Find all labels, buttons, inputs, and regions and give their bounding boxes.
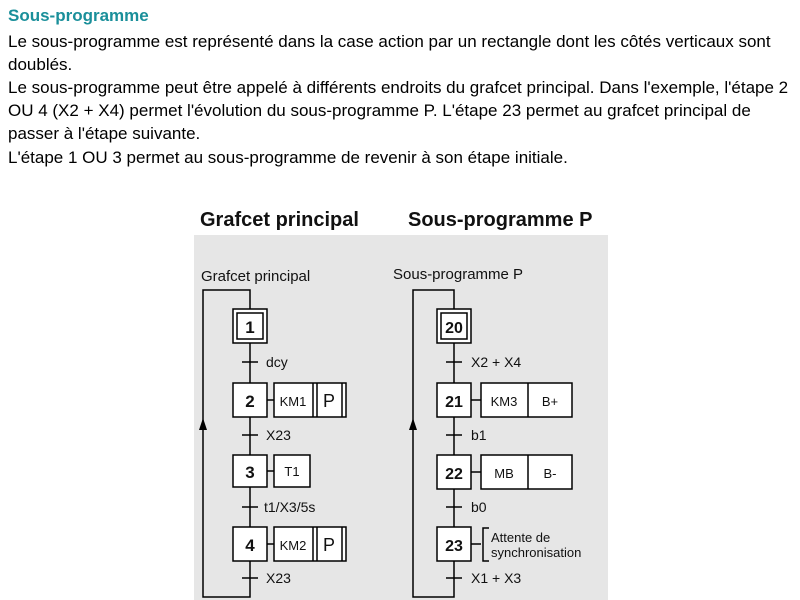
transition-condition: b1 (471, 427, 487, 443)
action-text: T1 (284, 464, 300, 479)
step-number: 4 (245, 536, 255, 555)
step-comment: Attente de (491, 530, 551, 545)
action-subprogram-call: P (322, 391, 336, 411)
transition-condition: dcy (266, 354, 288, 370)
heading-subprogram: Sous-programme P (408, 209, 593, 231)
action-text: KM2 (279, 538, 307, 553)
transition-condition: X2 + X4 (471, 354, 522, 370)
step-number: 21 (445, 394, 463, 411)
main-grafcet-label: Grafcet principal (201, 268, 311, 285)
initial-step-number: 1 (245, 318, 255, 337)
action-subprogram-call: P (322, 535, 336, 555)
paragraph-2: Le sous-programme peut être appelé à différents endroits du grafcet principal. Dans l'exemple, l'étape 2 OU 4 (X2 + X4) permet l'évolution du sous-programme P. L'étape 23 permet au grafcet principal de passer à l'étape suivante. (8, 78, 789, 143)
step-number: 23 (445, 538, 463, 555)
step-number: 3 (245, 463, 255, 482)
action-text: B+ (541, 394, 559, 409)
initial-step-number: 20 (445, 320, 463, 337)
heading-main-grafcet: Grafcet principal (200, 209, 359, 231)
action-text: KM1 (279, 394, 307, 409)
subprogram-label: Sous-programme P (393, 266, 524, 283)
action-text: KM3 (490, 394, 518, 409)
step-number: 22 (445, 466, 463, 483)
transition-condition: X23 (266, 427, 291, 443)
step-comment: synchronisation (491, 545, 582, 560)
paragraph-1: Le sous-programme est représenté dans la case action par un rectangle dont les côtés verticaux sont doublés. (8, 32, 771, 74)
step-number: 2 (245, 392, 255, 411)
transition-condition: X23 (266, 570, 291, 586)
section-heading: Sous-programme (8, 6, 149, 25)
action-text: B- (543, 466, 557, 481)
action-text: MB (494, 466, 514, 481)
paragraph-3: L'étape 1 OU 3 permet au sous-programme de revenir à son étape initiale. (8, 148, 568, 167)
transition-condition: b0 (471, 499, 487, 515)
transition-condition: X1 + X3 (471, 570, 522, 586)
transition-condition: t1/X3/5s (264, 499, 316, 515)
